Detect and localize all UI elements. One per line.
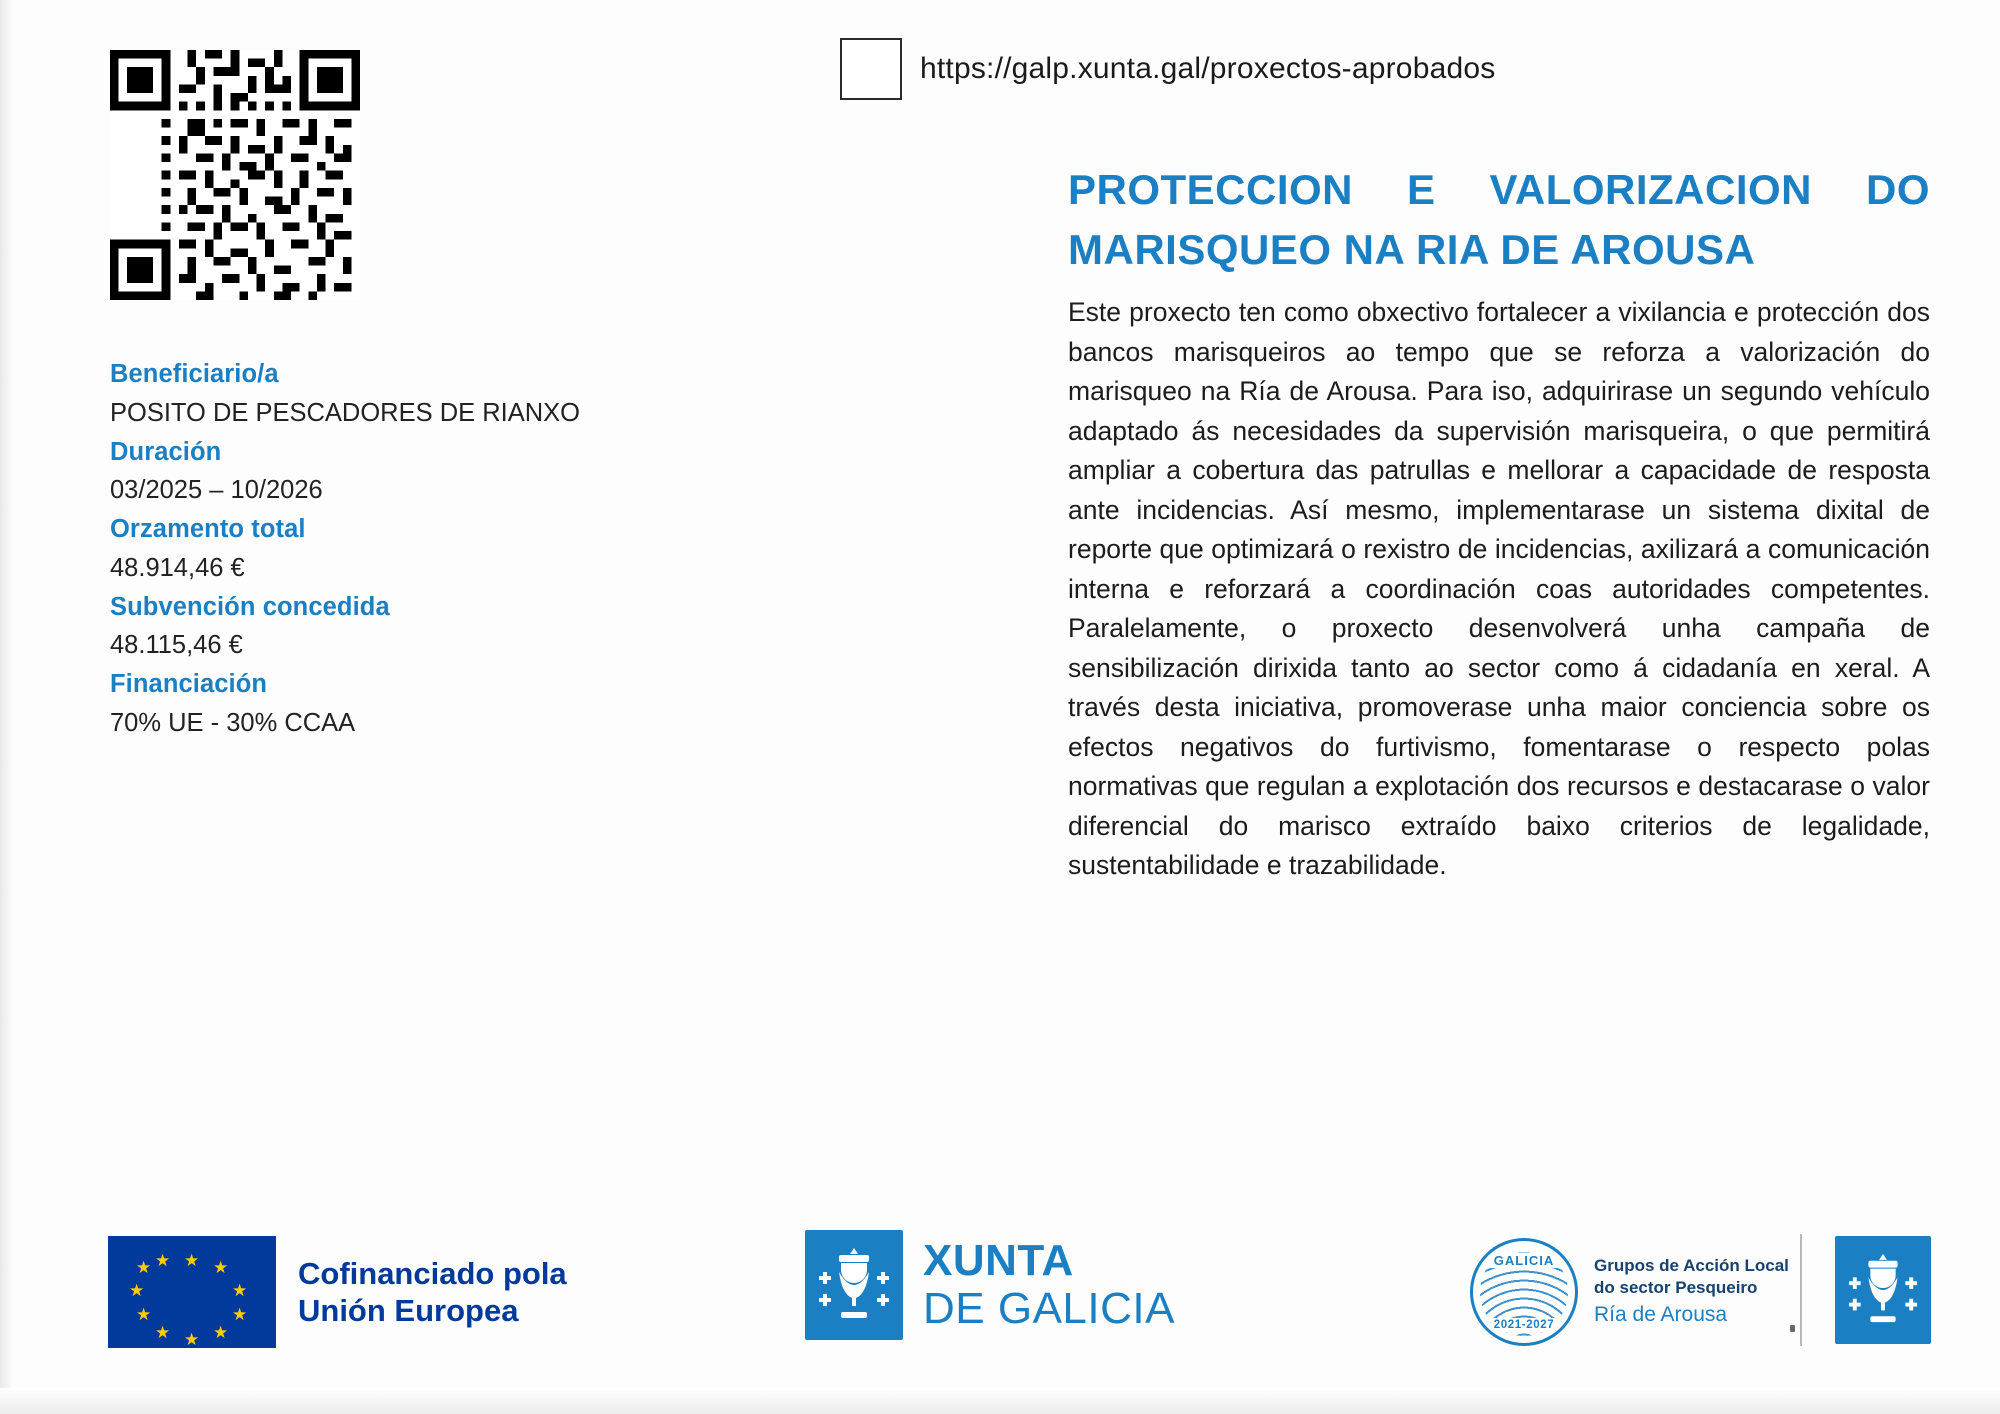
url-row xyxy=(840,38,1495,100)
xunta-secondary-chalice-icon xyxy=(1835,1236,1931,1344)
funding-label: Financiación xyxy=(110,670,268,698)
eu-flag-icon: ★ ★ ★ ★ ★ ★ ★ ★ ★ ★ ★ xyxy=(108,1236,276,1348)
footer-divider xyxy=(1800,1234,1802,1346)
galp-wordmark xyxy=(1594,1255,1789,1329)
eu-line-2: Unión Europea xyxy=(298,1293,519,1328)
beneficiary-label: Beneficiario/a xyxy=(110,360,279,388)
project-url[interactable]: https://galp.xunta.gal/proxectos-aprobados xyxy=(920,52,1496,85)
scan-edge-bottom xyxy=(0,1388,2000,1414)
project-description: Este proxecto ten como obxectivo fortalecer a vixilancia e protección dos bancos marisqueiros ao tempo que se reforza a valorización do marisqueo na Ría de Arousa. Para iso, adquirirase un segundo vehículo adaptado ás necesidades da supervisión marisqueira, o que permitirá ampliar a cobertura das patrullas e mellorar a capacidade de resposta ante incidencias. Así mesmo, implementarase un sistema dixital de reporte que optimizará o rexistro de incidencias, axilizará a comunicación interna e reforzará a coordinación coas autoridades competentes. Paralelamente, o proxecto desenvolverá unha campaña de sensibilización dirixida tanto ao sector como á cidadanía en xeral. A través desta iniciativa, promoverase unha maior conciencia sobre os efectos negativos do furtivismo, fomentarase o respecto polas normativas que regulan a explotación dos recursos e destacarase o valor diferencial do marisco extraído baixo criterios de legalidade, sustentabilidade e trazabilidade. xyxy=(1068,297,1930,881)
galp-seal-bottom-text: 2021-2027 xyxy=(1473,1318,1575,1332)
eu-cofunding-text xyxy=(298,1255,567,1329)
chalice-svg-secondary xyxy=(1847,1248,1919,1332)
page-title: PROTECCION E VALORIZACION DO MARISQUEO NA RIA DE AROUSA xyxy=(1068,166,1930,273)
footer-logos xyxy=(0,1216,2000,1356)
right-column xyxy=(1068,160,1930,886)
scan-edge-left xyxy=(0,0,14,1414)
galp-seal-icon xyxy=(1470,1238,1578,1346)
grant-label: Subvención concedida xyxy=(110,592,390,621)
duration-value: 03/2025 – 10/2026 xyxy=(110,476,323,505)
project-details xyxy=(110,355,760,743)
budget-label: Orzamento total xyxy=(110,515,306,543)
galp-line-2: do sector Pesqueiro xyxy=(1594,1277,1758,1297)
xunta-chalice-icon xyxy=(805,1230,903,1340)
left-column xyxy=(110,50,760,743)
galp-seal-top-text: GALICIA xyxy=(1473,1253,1575,1268)
beneficiary-value: POSITO DE PESCADORES DE RIANXO xyxy=(110,398,580,427)
eu-cofunding-block xyxy=(108,1236,567,1348)
scan-speck xyxy=(1790,1325,1795,1332)
qr-code-icon xyxy=(110,50,360,300)
xunta-wordmark xyxy=(923,1237,1175,1332)
chalice-svg xyxy=(817,1242,891,1328)
link-box-icon xyxy=(840,38,902,100)
grant-value: 48.115,46 € xyxy=(110,631,243,660)
xunta-line-2: DE GALICIA xyxy=(923,1284,1175,1333)
duration-label: Duración xyxy=(110,437,222,466)
budget-value: 48.914,46 € xyxy=(110,553,245,582)
xunta-logo-block xyxy=(805,1230,1175,1340)
galp-logo-block xyxy=(1470,1238,1789,1346)
eu-line-1: Cofinanciado pola xyxy=(298,1255,567,1291)
galp-line-1: Grupos de Acción Local xyxy=(1594,1255,1789,1275)
funding-value: 70% UE - 30% CCAA xyxy=(110,708,356,737)
xunta-line-1: XUNTA xyxy=(923,1236,1074,1286)
galp-line-3: Ría de Arousa xyxy=(1594,1303,1728,1327)
